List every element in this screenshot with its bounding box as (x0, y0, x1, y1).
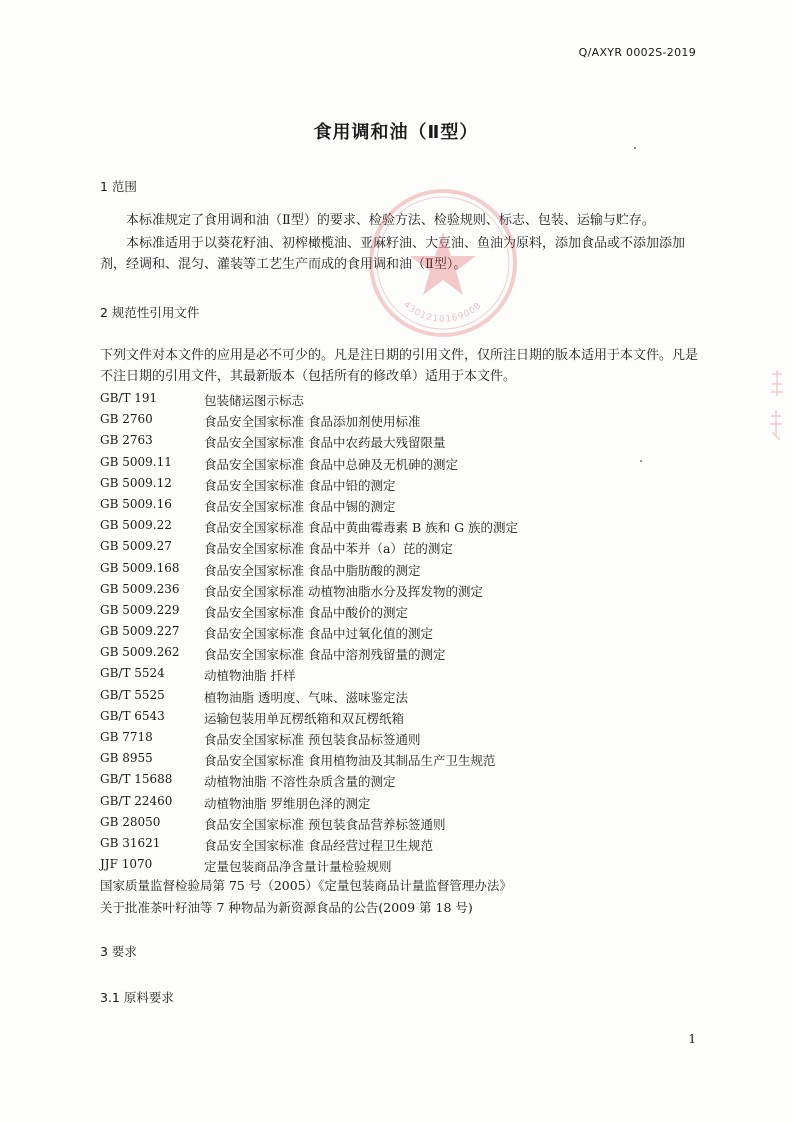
reference-extras (100, 876, 700, 919)
reference-item (100, 559, 700, 580)
reference-code: GB/T 15688 (100, 772, 173, 787)
section-heading-requirements: 3 要求 (100, 944, 137, 959)
reference-code: JJF 1070 (100, 857, 153, 872)
reference-title: 食品安全国家标准 预包装食品营养标签通则 (204, 816, 446, 832)
reference-item (100, 474, 700, 495)
reference-item (100, 516, 700, 537)
reference-item (100, 601, 700, 622)
section-heading-references: 2 规范性引用文件 (100, 305, 200, 320)
reference-item (100, 707, 700, 728)
page-number: 1 (688, 1032, 696, 1046)
reference-item (100, 855, 700, 876)
reference-extra: 国家质量监督检验局第 75 号（2005）《定量包装商品计量监督管理办法》 (100, 878, 512, 893)
reference-code: GB 5009.227 (100, 624, 180, 639)
reference-code: GB 5009.12 (100, 475, 172, 490)
reference-title: 动植物油脂 罗维朋色泽的测定 (204, 795, 371, 811)
reference-code: GB 5009.168 (100, 560, 180, 575)
reference-code: GB 2760 (100, 412, 153, 427)
reference-title: 食品安全国家标准 预包装食品标签通则 (204, 732, 421, 747)
reference-title: 食品安全国家标准 动植物油脂水分及挥发物的测定 (204, 583, 483, 599)
reference-title: 食品安全国家标准 食品中溶剂残留量的测定 (204, 647, 446, 663)
document-code: Q/AXYR 0002S-2019 (578, 46, 696, 59)
references-intro: 下列文件对本文件的应用是必不可少的。凡是注日期的引用文件，仅所注日期的版本适用于本文件。凡是不注日期的引用文件，其最新版本（包括所有的修改单）适用于本文件。 (100, 348, 699, 384)
reference-title: 食品安全国家标准 食品中总砷及无机砷的测定 (204, 456, 458, 472)
reference-title: 食品安全国家标准 食品经营过程卫生规范 (204, 837, 433, 853)
reference-item (100, 813, 700, 834)
reference-code: GB/T 22460 (100, 793, 173, 808)
reference-title: 植物油脂 透明度、气味、滋味鉴定法 (204, 689, 408, 705)
reference-code: GB 5009.236 (100, 581, 180, 596)
reference-title: 运输包装用单瓦楞纸箱和双瓦楞纸箱 (204, 710, 405, 726)
reference-title: 定量包装商品净含量计量检验规则 (204, 859, 392, 875)
reference-code: GB 2763 (100, 433, 153, 448)
reference-title: 食品安全国家标准 食品中农药最大残留限量 (204, 435, 446, 451)
reference-title: 食品安全国家标准 食品中黄曲霉毒素 B 族和 G 族的测定 (204, 520, 519, 536)
reference-code: GB/T 191 (100, 391, 158, 405)
reference-code: GB 31621 (100, 835, 161, 850)
reference-code: GB 5009.229 (100, 602, 180, 617)
reference-title: 食品安全国家标准 食品添加剂使用标准 (204, 414, 421, 430)
reference-item (100, 389, 700, 410)
reference-item (100, 643, 700, 664)
reference-item (100, 453, 700, 474)
reference-code: GB/T 5525 (100, 687, 165, 702)
reference-item (100, 580, 700, 601)
section-heading-scope: 1 范围 (100, 179, 137, 194)
side-stamp-icon (766, 366, 786, 456)
reference-item (100, 749, 700, 770)
reference-item (100, 495, 700, 516)
scan-speck (634, 147, 636, 149)
reference-title: 食品安全国家标准 食品中过氧化值的测定 (204, 626, 433, 642)
scope-paragraph-2: 本标准适用于以葵花籽油、初榨橄榄油、亚麻籽油、大豆油、鱼油为原料，添加食品或不添加添加剂，经调和、混匀、灌装等工艺生产而成的食用调和油（Ⅱ型）。 (100, 236, 686, 272)
reference-code: GB 28050 (100, 814, 161, 829)
reference-title: 食品安全国家标准 食品中苯并（a）芘的测定 (204, 541, 453, 557)
scan-speck (640, 460, 642, 462)
reference-code: GB 5009.11 (100, 454, 172, 469)
reference-item (100, 537, 700, 558)
reference-title: 食品安全国家标准 食品中锡的测定 (204, 498, 396, 514)
reference-code: GB 7718 (100, 730, 153, 744)
reference-title: 食品安全国家标准 食品中脂肪酸的测定 (204, 562, 421, 578)
reference-item (100, 410, 700, 431)
reference-code: GB/T 6543 (100, 708, 165, 723)
reference-code: GB 5009.22 (100, 518, 172, 533)
reference-item (100, 792, 700, 813)
reference-extra: 关于批准茶叶籽油等 7 种物品为新资源食品的公告(2009 第 18 号) (100, 899, 473, 915)
reference-code: GB/T 5524 (100, 666, 165, 681)
document-title: 食用调和油（Ⅱ型） (313, 122, 479, 143)
reference-list (100, 389, 700, 876)
reference-item (100, 431, 700, 452)
reference-code: GB 8955 (100, 751, 153, 766)
reference-item (100, 834, 700, 855)
reference-title: 食品安全国家标准 食品中铅的测定 (204, 477, 396, 493)
subsection-heading-raw-materials: 3.1 原料要求 (100, 990, 174, 1005)
reference-title: 食品安全国家标准 食用植物油及其制品生产卫生规范 (204, 753, 496, 769)
reference-title: 包装储运图示标志 (204, 393, 305, 408)
reference-code: GB 5009.27 (100, 539, 172, 554)
reference-code: GB 5009.262 (100, 645, 180, 660)
reference-title: 食品安全国家标准 食品中酸价的测定 (204, 604, 408, 620)
reference-code: GB 5009.16 (100, 496, 172, 511)
reference-item (100, 770, 700, 791)
reference-title: 动植物油脂 不溶性杂质含量的测定 (204, 774, 396, 790)
reference-title: 动植物油脂 扦样 (204, 668, 296, 684)
reference-item (100, 664, 700, 685)
reference-item (100, 686, 700, 707)
scope-paragraph-1: 本标准规定了食用调和油（Ⅱ型）的要求、检验方法、检验规则、标志、包装、运输与贮存。 (126, 213, 655, 228)
reference-item (100, 728, 700, 749)
reference-item (100, 622, 700, 643)
svg-text:4301210169008: 4301210169008 (400, 299, 485, 325)
